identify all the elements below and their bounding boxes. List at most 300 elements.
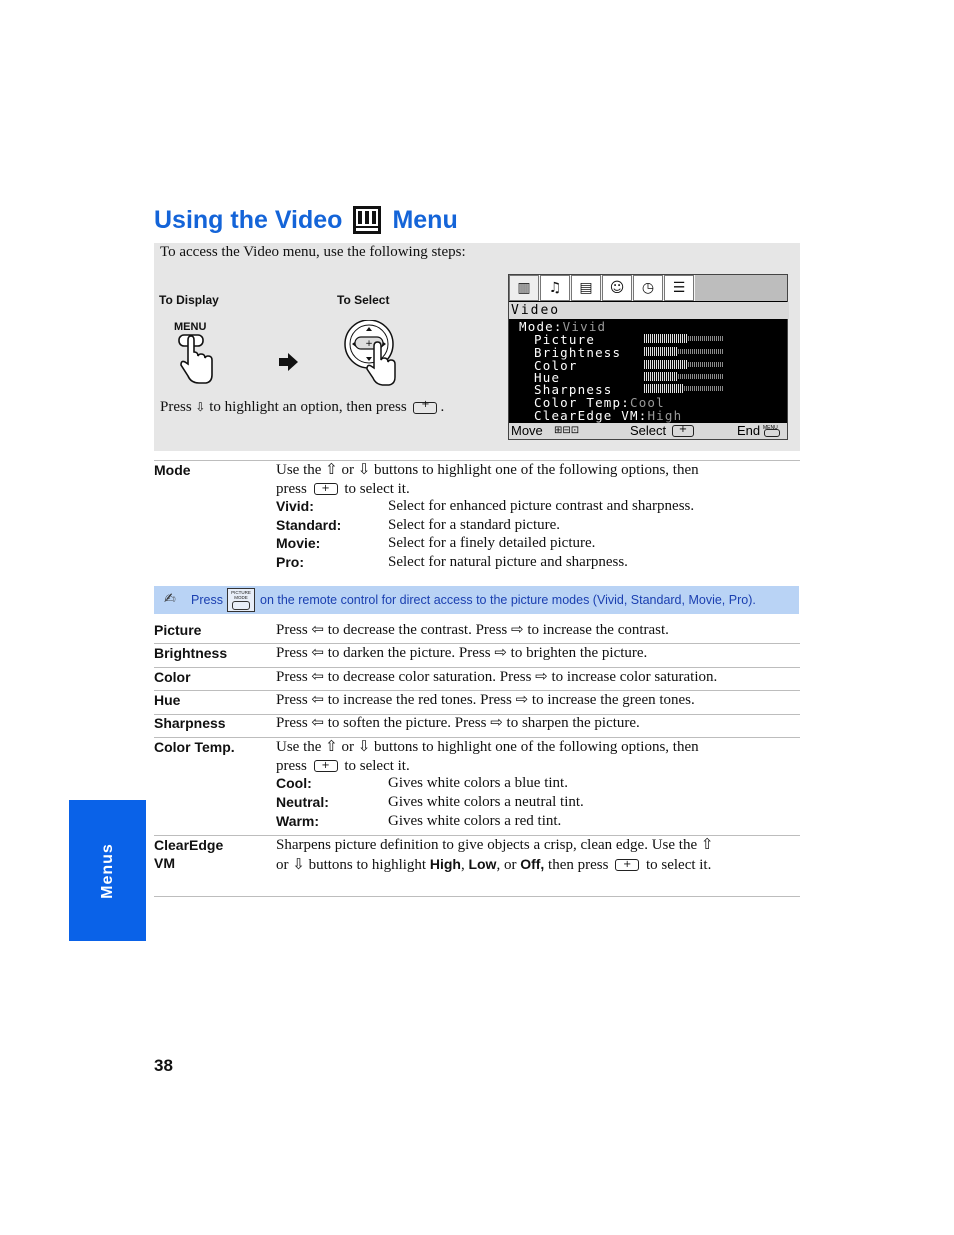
level-tick [708, 374, 709, 379]
level-tick [688, 349, 689, 354]
color-temp-line2b: to select it. [344, 757, 410, 774]
color-temp-option-name: Cool: [276, 775, 312, 791]
level-tick [688, 336, 689, 341]
level-tick [720, 336, 721, 341]
level-tick [652, 360, 653, 369]
brightness-term: Brightness [154, 645, 228, 661]
picture-description: Press ⇦ to decrease the contrast. Press ⇨ to increase the contrast. [276, 622, 669, 638]
parent-tab-icon[interactable]: ☺ [602, 275, 632, 301]
level-tick [692, 386, 693, 391]
note-text: on the remote control for direct access to the picture modes (Vivid, Standard, Movie, Pro). [260, 593, 756, 607]
mode-option-name: Vivid: [276, 498, 314, 514]
osd-select-label: Select [630, 423, 667, 438]
level-tick [650, 334, 651, 343]
audio-tab-icon[interactable]: ♫ [540, 275, 570, 301]
hand-press-icon [172, 320, 222, 388]
osd-clearedge-row[interactable] [534, 409, 682, 422]
down-arrow-icon: ⇩ [195, 400, 206, 414]
level-tick [660, 372, 661, 381]
level-tick [674, 360, 675, 369]
level-tick [696, 374, 697, 379]
clearedge-or: , or [496, 856, 517, 873]
level-tick [696, 386, 697, 391]
level-tick [664, 334, 665, 343]
color-temp-option-name: Warm: [276, 813, 320, 829]
level-tick [678, 374, 679, 379]
level-tick [666, 347, 667, 356]
setup-tab-icon[interactable]: ☰ [664, 275, 694, 301]
hue-term: Hue [154, 692, 181, 708]
level-tick [672, 384, 673, 393]
level-tick [716, 349, 717, 354]
osd-move-label: Move [511, 423, 543, 438]
note-press-label: Press [191, 593, 223, 607]
intro-text: To access the Video menu, use the following steps: [160, 244, 466, 260]
level-tick [648, 372, 649, 381]
level-tick [648, 334, 649, 343]
level-tick [694, 336, 695, 341]
level-tick [712, 374, 713, 379]
mode-option-name: Movie: [276, 535, 321, 551]
sharpness-term: Sharpness [154, 715, 226, 731]
level-tick [710, 362, 711, 367]
level-tick [678, 360, 679, 369]
level-tick [652, 334, 653, 343]
level-tick [660, 334, 661, 343]
osd-picture-level-bar [644, 334, 726, 343]
level-tick [704, 374, 705, 379]
level-tick [656, 334, 657, 343]
level-tick [666, 372, 667, 381]
level-tick [682, 360, 683, 369]
level-tick [662, 347, 663, 356]
page-number: 38 [154, 1056, 173, 1075]
section-side-tab [69, 800, 146, 941]
level-tick [670, 334, 671, 343]
mode-option-text: Select for a finely detailed picture. [388, 535, 596, 551]
level-tick [682, 374, 683, 379]
divider [154, 896, 800, 897]
level-tick [720, 374, 721, 379]
level-tick [702, 336, 703, 341]
level-tick [700, 336, 701, 341]
level-tick [646, 347, 647, 356]
level-tick [668, 384, 669, 393]
level-tick [706, 336, 707, 341]
level-tick [718, 386, 719, 391]
level-tick [662, 384, 663, 393]
mode-option-text: Select for natural picture and sharpness. [388, 554, 628, 570]
level-tick [712, 386, 713, 391]
menu-button-label: MENU [174, 321, 207, 333]
level-tick [698, 374, 699, 379]
sharpness-description: Press ⇦ to soften the picture. Press ⇨ to sharpen the picture. [276, 715, 640, 731]
level-tick [720, 362, 721, 367]
level-tick [704, 349, 705, 354]
level-tick [676, 347, 677, 356]
level-tick [690, 374, 691, 379]
level-tick [720, 386, 721, 391]
osd-menu-small-label: MENU [763, 425, 778, 431]
picture-mode-button-icon [227, 588, 255, 612]
level-tick [714, 374, 715, 379]
color-temp-line2a: press [276, 757, 307, 774]
level-tick [676, 372, 677, 381]
level-tick [710, 349, 711, 354]
level-tick [668, 360, 669, 369]
level-tick [644, 334, 645, 343]
level-tick [696, 336, 697, 341]
osd-title: Video [509, 302, 789, 319]
level-tick [712, 362, 713, 367]
level-tick [666, 384, 667, 393]
level-tick [698, 349, 699, 354]
joystick-hand-icon [341, 320, 401, 386]
level-tick [656, 347, 657, 356]
level-tick [680, 374, 681, 379]
color-temp-description [276, 738, 796, 775]
level-tick [694, 362, 695, 367]
level-tick [654, 334, 655, 343]
osd-enter-icon [672, 425, 694, 437]
level-tick [648, 347, 649, 356]
clearedge-comma: , [460, 856, 465, 873]
level-tick [684, 360, 685, 369]
clearedge-line1: Sharpens picture definition to give objects a crisp, clean edge. Use the ⇧ [276, 837, 714, 853]
osd-clearedge-value: High [647, 408, 683, 423]
brightness-description: Press ⇦ to darken the picture. Press ⇨ to brighten the picture. [276, 645, 648, 661]
level-tick [658, 372, 659, 381]
clearedge-line2b: then press [548, 856, 609, 873]
level-tick [662, 360, 663, 369]
level-tick [714, 349, 715, 354]
mode-option-text: Select for enhanced picture contrast and sharpness. [388, 498, 695, 514]
color-temp-line1: Use the ⇧ or ⇩ buttons to highlight one of the following options, then [276, 739, 699, 755]
level-tick [654, 360, 655, 369]
level-tick [718, 336, 719, 341]
level-tick [654, 372, 655, 381]
title-prefix: Using the Video [154, 205, 343, 234]
level-tick [712, 336, 713, 341]
level-tick [654, 347, 655, 356]
press-text-c: . [440, 399, 445, 415]
level-tick [676, 360, 677, 369]
level-tick [706, 362, 707, 367]
color-temp-option-name: Neutral: [276, 794, 329, 810]
level-tick [722, 386, 723, 391]
level-tick [652, 372, 653, 381]
osd-color-temp-value: Cool [629, 395, 665, 410]
level-tick [704, 362, 705, 367]
osd-hue-level-bar [644, 372, 726, 381]
level-tick [668, 372, 669, 381]
clearedge-off: Off, [520, 855, 545, 872]
level-tick [700, 349, 701, 354]
level-tick [682, 384, 683, 393]
clearedge-term-line1: ClearEdge [154, 837, 224, 853]
timer-tab-icon[interactable]: ◷ [633, 275, 663, 301]
level-tick [692, 349, 693, 354]
level-tick [718, 374, 719, 379]
level-tick [702, 386, 703, 391]
mode-line2a: press [276, 480, 307, 497]
level-tick [660, 360, 661, 369]
title-suffix: Menu [392, 205, 458, 234]
osd-clearedge-label: ClearEdge VM: [534, 408, 648, 423]
level-tick [696, 349, 697, 354]
level-tick [686, 334, 687, 343]
level-tick [686, 374, 687, 379]
page-title [154, 200, 458, 240]
level-tick [650, 347, 651, 356]
level-tick [676, 384, 677, 393]
level-tick [652, 384, 653, 393]
clearedge-description [276, 836, 796, 874]
mode-option-name: Pro: [276, 554, 304, 570]
level-tick [692, 336, 693, 341]
level-tick [674, 384, 675, 393]
clearedge-term [154, 836, 223, 872]
level-tick [722, 362, 723, 367]
level-tick [708, 362, 709, 367]
level-tick [652, 347, 653, 356]
level-tick [698, 386, 699, 391]
to-select-label: To Select [337, 293, 390, 307]
level-tick [716, 336, 717, 341]
level-tick [714, 362, 715, 367]
level-tick [696, 362, 697, 367]
clearedge-low: Low [468, 855, 497, 872]
level-tick [710, 336, 711, 341]
level-tick [710, 386, 711, 391]
level-tick [708, 336, 709, 341]
move-arrows-icon: ⊞⊟⊡ [554, 425, 580, 436]
osd-picture-row[interactable]: Picture [534, 332, 596, 347]
right-arrow-icon [279, 353, 299, 371]
osd-mode-value: Vivid [562, 319, 607, 334]
note-bar [154, 586, 799, 614]
osd-color-temp-label: Color Temp: [534, 395, 630, 410]
mode-term: Mode [154, 462, 191, 478]
level-tick [648, 384, 649, 393]
level-tick [660, 347, 661, 356]
clearedge-high: High [429, 855, 461, 872]
level-tick [658, 360, 659, 369]
level-tick [656, 372, 657, 381]
osd-footer [509, 423, 787, 439]
level-tick [684, 374, 685, 379]
level-tick [722, 349, 723, 354]
osd-brightness-level-bar [644, 347, 726, 356]
to-display-label: To Display [159, 293, 219, 307]
clearedge-term-line2: VM [154, 855, 175, 871]
level-tick [646, 384, 647, 393]
level-tick [716, 374, 717, 379]
level-tick [670, 372, 671, 381]
picture-term: Picture [154, 622, 202, 638]
level-tick [644, 384, 645, 393]
level-tick [672, 334, 673, 343]
level-tick [666, 360, 667, 369]
level-tick [644, 347, 645, 356]
menu-button-illustration [172, 320, 222, 388]
level-tick [712, 349, 713, 354]
side-tab-label: Menus [98, 842, 116, 899]
level-tick [676, 334, 677, 343]
osd-color-level-bar [644, 360, 726, 369]
level-tick [694, 386, 695, 391]
mode-option-text: Select for a standard picture. [388, 517, 561, 533]
osd-end-label: End [737, 423, 761, 438]
note-pencil-icon: ✍ [164, 591, 176, 607]
level-tick [648, 360, 649, 369]
level-tick [690, 362, 691, 367]
color-term: Color [154, 669, 191, 685]
level-tick [646, 360, 647, 369]
mode-option-name: Standard: [276, 517, 342, 533]
level-tick [672, 360, 673, 369]
channel-tab-icon[interactable]: ▤ [571, 275, 601, 301]
enter-button-icon [314, 760, 338, 772]
mode-line1: Use the ⇧ or ⇩ buttons to highlight one of the following options, then [276, 462, 699, 478]
clearedge-line2a: or ⇩ buttons to highlight [276, 856, 427, 873]
color-description: Press ⇦ to decrease color saturation. Press ⇨ to increase color saturation. [276, 669, 718, 685]
color-temp-term: Color Temp. [154, 739, 235, 755]
press-instruction [160, 399, 444, 416]
level-tick [694, 349, 695, 354]
osd-tab-filler [695, 275, 787, 301]
osd-color-row[interactable]: Color [534, 358, 578, 373]
press-text-b: to highlight an option, then press [209, 399, 407, 415]
level-tick [714, 336, 715, 341]
level-tick [644, 372, 645, 381]
level-tick [684, 334, 685, 343]
level-tick [678, 349, 679, 354]
level-tick [668, 347, 669, 356]
press-text-a: Press [160, 399, 192, 415]
level-tick [690, 349, 691, 354]
level-tick [650, 372, 651, 381]
level-tick [658, 334, 659, 343]
level-tick [704, 336, 705, 341]
level-tick [698, 362, 699, 367]
level-tick [702, 349, 703, 354]
level-tick [698, 336, 699, 341]
level-tick [646, 372, 647, 381]
level-tick [708, 349, 709, 354]
level-tick [686, 349, 687, 354]
level-tick [672, 372, 673, 381]
enter-button-icon [413, 402, 437, 414]
level-tick [704, 386, 705, 391]
level-tick [658, 347, 659, 356]
level-tick [682, 334, 683, 343]
level-tick [700, 374, 701, 379]
level-tick [650, 360, 651, 369]
level-tick [644, 360, 645, 369]
video-menu-icon [352, 205, 382, 235]
video-tab-icon[interactable]: ▥ [509, 275, 539, 301]
picture-mode-key [232, 601, 250, 610]
level-tick [702, 374, 703, 379]
mode-description [276, 461, 796, 498]
level-tick [656, 360, 657, 369]
level-tick [718, 349, 719, 354]
level-tick [666, 334, 667, 343]
level-tick [702, 362, 703, 367]
level-tick [688, 386, 689, 391]
picture-mode-button-label: PICTURE MODE [231, 590, 251, 600]
color-temp-option-text: Gives white colors a blue tint. [388, 775, 568, 791]
level-tick [694, 374, 695, 379]
level-tick [718, 362, 719, 367]
level-tick [662, 334, 663, 343]
level-tick [670, 360, 671, 369]
level-tick [708, 386, 709, 391]
level-tick [686, 386, 687, 391]
level-tick [710, 374, 711, 379]
osd-menu-button-icon [764, 429, 780, 437]
level-tick [706, 349, 707, 354]
level-tick [688, 374, 689, 379]
level-tick [678, 334, 679, 343]
level-tick [654, 384, 655, 393]
osd-tab-bar [509, 275, 695, 301]
hue-description: Press ⇦ to increase the red tones. Press ⇨ to increase the green tones. [276, 692, 695, 708]
level-tick [684, 349, 685, 354]
level-tick [670, 347, 671, 356]
level-tick [660, 384, 661, 393]
clearedge-line2c: to select it. [645, 856, 712, 873]
level-tick [674, 372, 675, 381]
enter-button-icon [314, 483, 338, 495]
mode-line2b: to select it. [344, 480, 410, 497]
osd-sharpness-row[interactable]: Sharpness [534, 382, 613, 397]
level-tick [668, 334, 669, 343]
level-tick [672, 347, 673, 356]
level-tick [700, 386, 701, 391]
level-tick [656, 384, 657, 393]
level-tick [664, 360, 665, 369]
level-tick [658, 384, 659, 393]
level-tick [716, 386, 717, 391]
osd-brightness-row[interactable]: Brightness [534, 345, 622, 360]
level-tick [664, 372, 665, 381]
level-tick [650, 384, 651, 393]
level-tick [706, 386, 707, 391]
level-tick [680, 349, 681, 354]
video-menu-osd [508, 274, 788, 440]
level-tick [686, 360, 687, 369]
level-tick [714, 386, 715, 391]
level-tick [680, 360, 681, 369]
level-tick [662, 372, 663, 381]
level-tick [674, 347, 675, 356]
level-tick [688, 362, 689, 367]
select-button-illustration [341, 320, 401, 386]
level-tick [664, 347, 665, 356]
osd-hue-row[interactable]: Hue [534, 370, 561, 385]
osd-sharpness-level-bar [644, 384, 726, 393]
level-tick [706, 374, 707, 379]
level-tick [716, 362, 717, 367]
level-tick [670, 384, 671, 393]
level-tick [680, 384, 681, 393]
level-tick [678, 384, 679, 393]
level-tick [720, 349, 721, 354]
level-tick [690, 386, 691, 391]
level-tick [690, 336, 691, 341]
